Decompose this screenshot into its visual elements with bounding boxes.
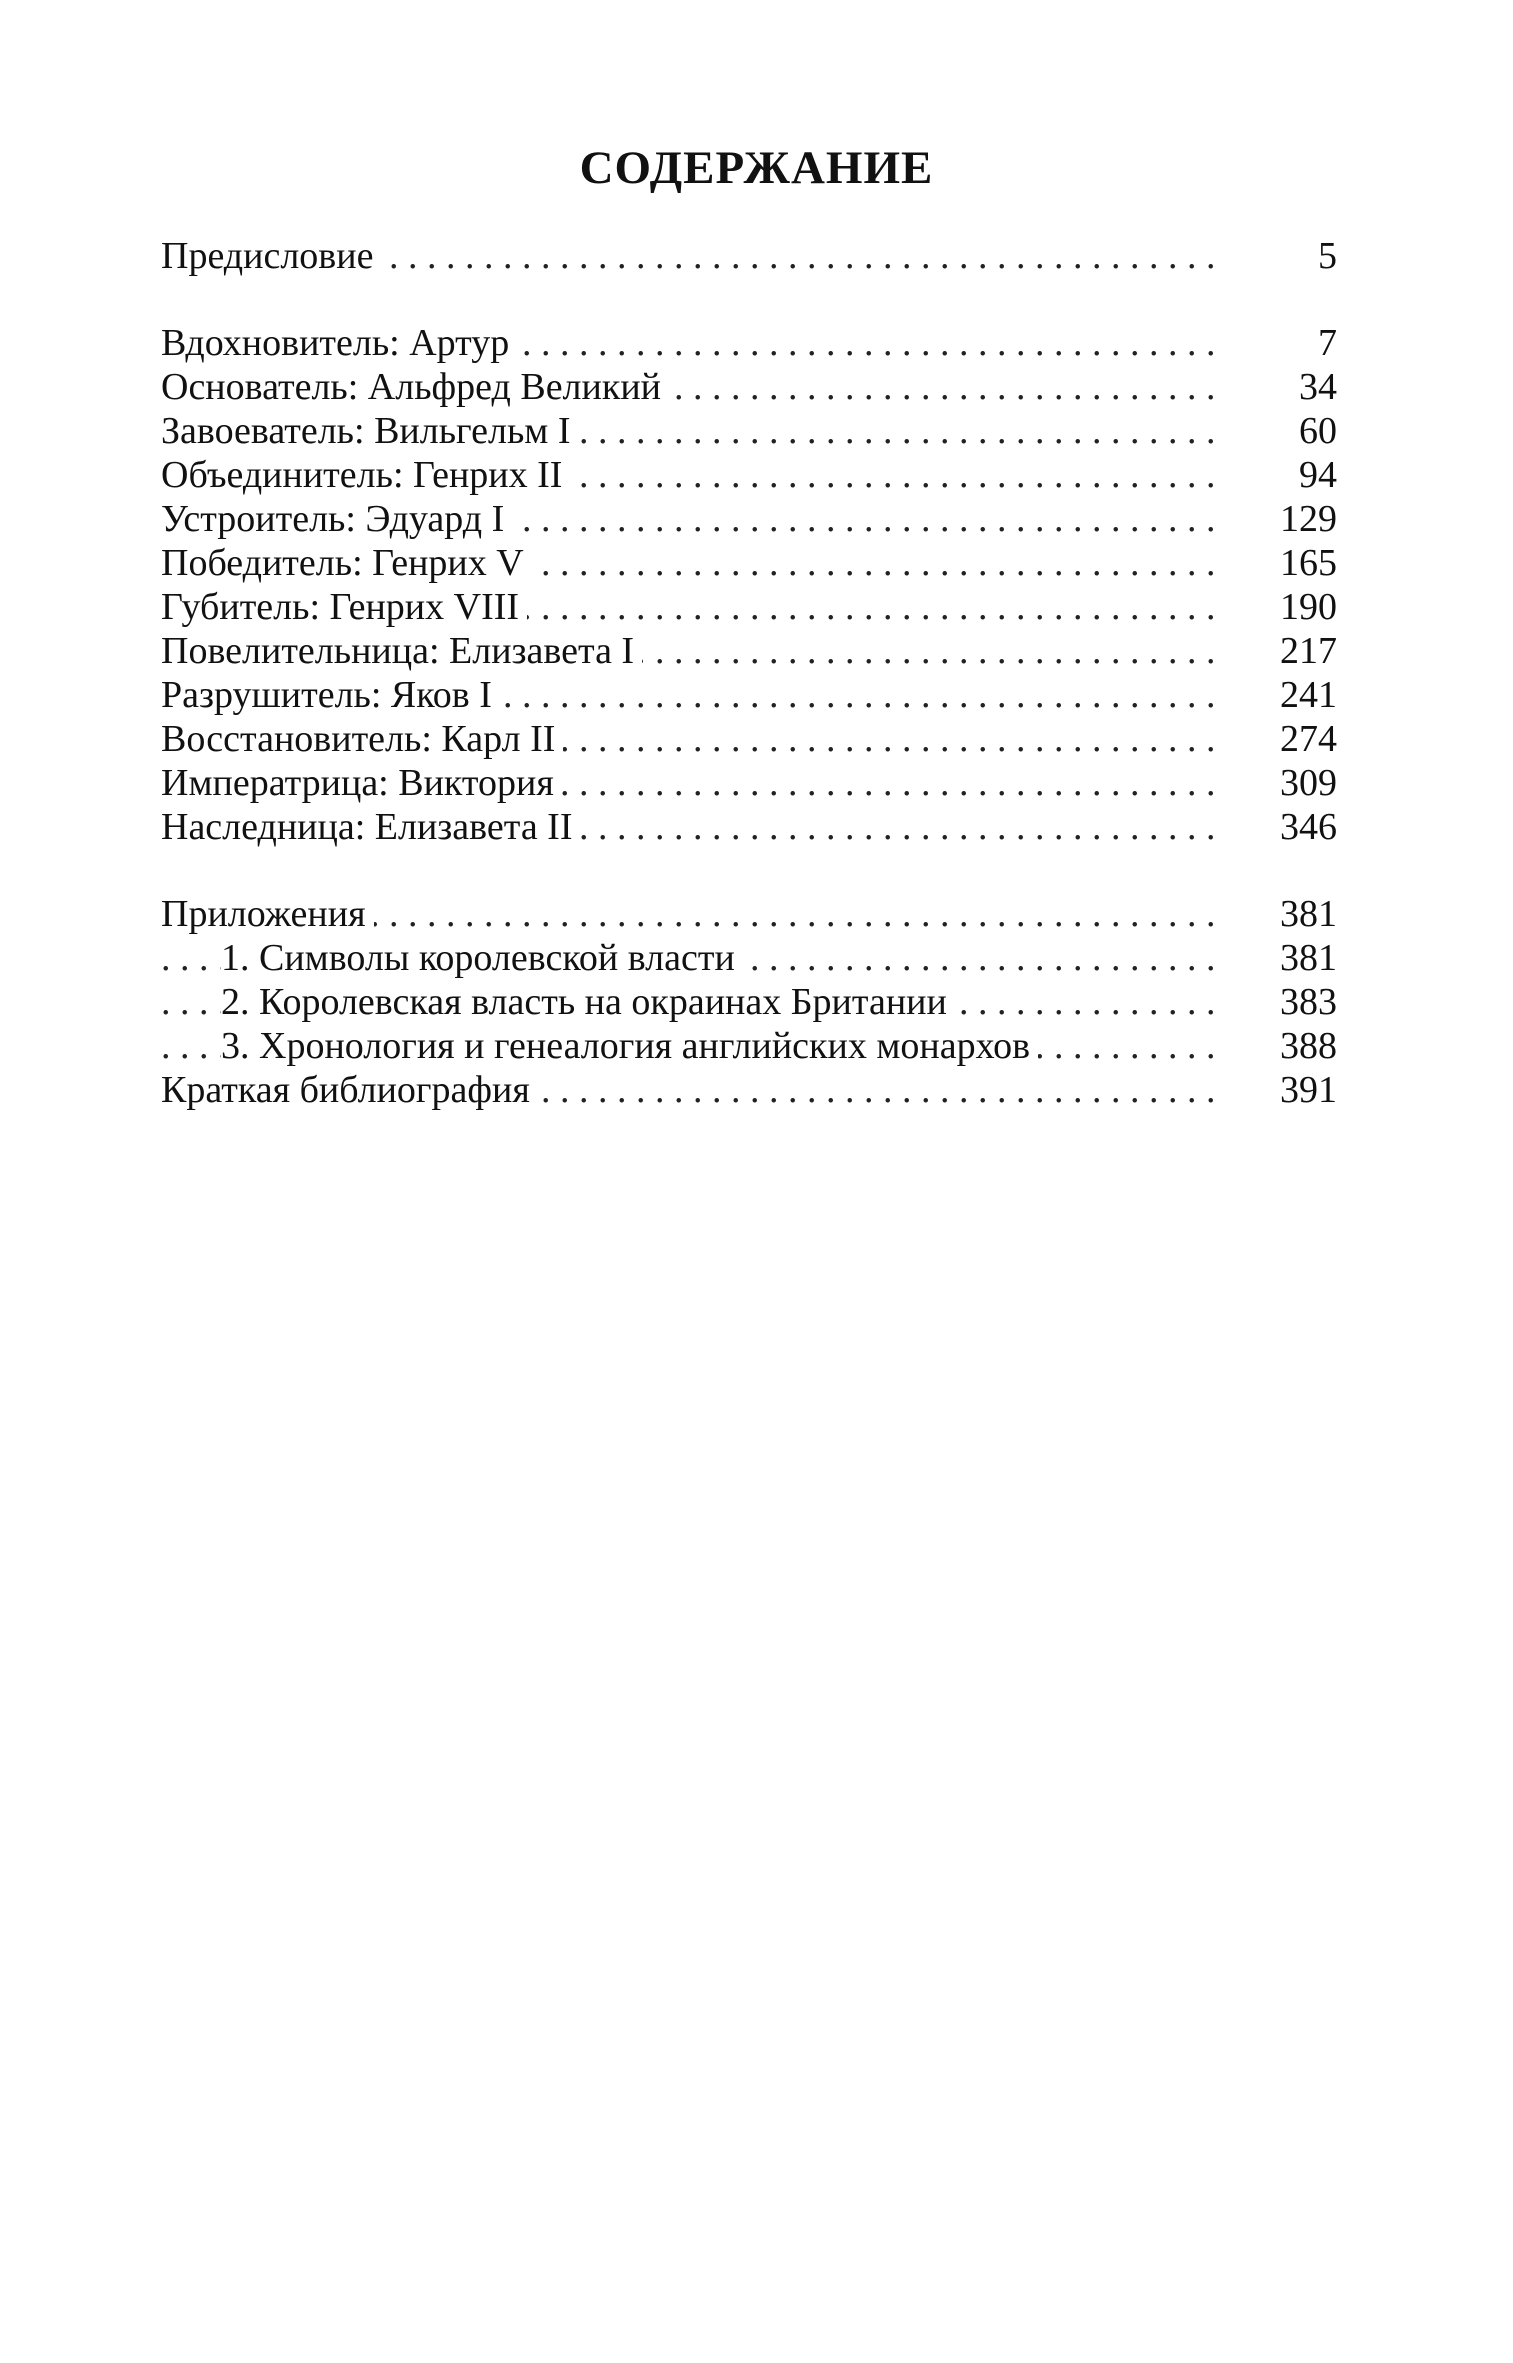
toc-entry-james-i[interactable] <box>161 673 1337 717</box>
toc-entry-label: 3. Хронология и генеалогия английских монархов <box>221 1024 1038 1068</box>
toc-entry-label: Императрица: Виктория <box>161 761 562 805</box>
toc-entry-label: Повелительница: Елизавета I <box>161 629 642 673</box>
toc-entry-page: 5 <box>1318 235 1337 277</box>
toc-entry-page: 391 <box>1280 1069 1337 1111</box>
toc-entry-page: 241 <box>1280 674 1337 716</box>
toc-entry-page: 274 <box>1280 718 1337 760</box>
toc-entry-label: Предисловие <box>161 234 381 278</box>
toc-entry-label: Устроитель: Эдуард I <box>161 497 512 541</box>
toc-entry-william[interactable] <box>161 409 1337 453</box>
toc-entry-label: Восстановитель: Карл II <box>161 717 563 761</box>
toc-entry-label: 2. Королевская власть на окраинах Британии <box>221 980 955 1024</box>
toc-entry-elizabeth-ii[interactable] <box>161 805 1337 849</box>
toc-entry-page: 381 <box>1280 937 1337 979</box>
toc-entry-label: Победитель: Генрих V <box>161 541 532 585</box>
toc-entry-henry-ii[interactable] <box>161 453 1337 497</box>
toc-entry-label: Разрушитель: Яков I <box>161 673 500 717</box>
toc-entry-page: 129 <box>1280 498 1337 540</box>
page-title: СОДЕРЖАНИЕ <box>579 142 934 194</box>
toc-entry-page: 94 <box>1299 454 1337 496</box>
toc-entry-label: Завоеватель: Вильгельм I <box>161 409 578 453</box>
toc-entry-page: 388 <box>1280 1025 1337 1067</box>
toc-entry-arthur[interactable] <box>161 321 1337 365</box>
toc-entry-label: Краткая библиография <box>161 1068 538 1112</box>
toc-entry-page: 190 <box>1280 586 1337 628</box>
toc-entry-label: Основатель: Альфред Великий <box>161 365 669 409</box>
toc-entry-label: Наследница: Елизавета II <box>161 805 581 849</box>
toc-entry-charles-ii[interactable] <box>161 717 1337 761</box>
toc-entry-page: 60 <box>1299 410 1337 452</box>
toc-entry-henry-v[interactable] <box>161 541 1337 585</box>
toc-entry-edward-i[interactable] <box>161 497 1337 541</box>
toc-entry-appendices[interactable] <box>161 892 1337 936</box>
toc-entry-appendix-3[interactable] <box>161 1024 1337 1068</box>
toc-entry-page: 7 <box>1318 322 1337 364</box>
toc-entry-page: 165 <box>1280 542 1337 584</box>
toc-entry-victoria[interactable] <box>161 761 1337 805</box>
toc-entry-alfred[interactable] <box>161 365 1337 409</box>
toc-entry-label: 1. Символы королевской власти <box>221 936 743 980</box>
toc-entry-label: Приложения <box>161 892 374 936</box>
toc-entry-page: 217 <box>1280 630 1337 672</box>
toc-entry-preface[interactable] <box>161 234 1337 278</box>
toc-entry-appendix-1[interactable] <box>161 936 1337 980</box>
toc-entry-page: 309 <box>1280 762 1337 804</box>
toc-entry-label: Объединитель: Генрих II <box>161 453 570 497</box>
toc-entry-page: 381 <box>1280 893 1337 935</box>
table-of-contents <box>161 234 1337 1112</box>
toc-entry-appendix-2[interactable] <box>161 980 1337 1024</box>
toc-entry-label: Вдохновитель: Артур <box>161 321 517 365</box>
toc-entry-page: 346 <box>1280 806 1337 848</box>
toc-entry-henry-viii[interactable] <box>161 585 1337 629</box>
toc-entry-bibliography[interactable] <box>161 1068 1337 1112</box>
toc-entry-label: Губитель: Генрих VIII <box>161 585 527 629</box>
toc-entry-elizabeth-i[interactable] <box>161 629 1337 673</box>
toc-entry-page: 383 <box>1280 981 1337 1023</box>
toc-entry-page: 34 <box>1299 366 1337 408</box>
